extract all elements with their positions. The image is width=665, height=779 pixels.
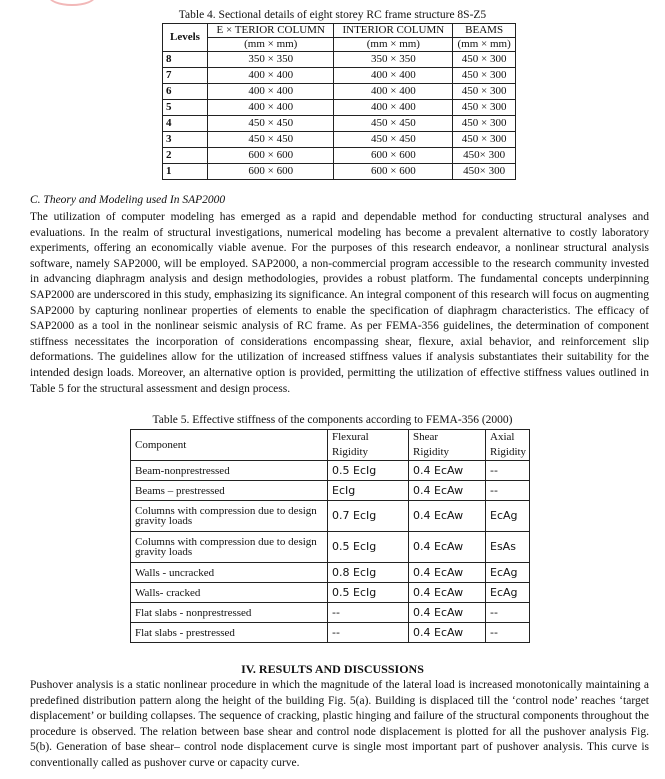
cell-shear: 0.4 EcAw	[409, 583, 486, 603]
cell-axial: EsAs	[486, 532, 530, 563]
cell-beam: 450 × 300	[453, 68, 516, 84]
logo-fragment	[48, 0, 96, 6]
cell-int: 450 × 450	[334, 116, 453, 132]
cell-axial: EcAg	[486, 583, 530, 603]
cell-int: 600 × 600	[334, 164, 453, 180]
cell-comp: Flat slabs - prestressed	[131, 623, 328, 643]
cell-level: 5	[163, 100, 208, 116]
table-row	[163, 84, 516, 100]
cell-level: 2	[163, 148, 208, 164]
cell-flex: --	[328, 623, 409, 643]
cell-flex: --	[328, 603, 409, 623]
table-row	[163, 52, 516, 68]
cell-axial: --	[486, 603, 530, 623]
cell-flex: 0.5 EcIg	[328, 461, 409, 481]
cell-shear: 0.4 EcAw	[409, 461, 486, 481]
col-flexural: Flexural Rigidity	[328, 430, 409, 461]
section-c-heading: C. Theory and Modeling used In SAP2000	[30, 194, 226, 206]
table4	[162, 23, 516, 180]
cell-axial: --	[486, 461, 530, 481]
table-row	[131, 563, 530, 583]
cell-shear: 0.4 EcAw	[409, 532, 486, 563]
cell-ext: 400 × 400	[208, 84, 334, 100]
cell-shear: 0.4 EcAw	[409, 603, 486, 623]
cell-shear: 0.4 EcAw	[409, 481, 486, 501]
cell-flex: EcIg	[328, 481, 409, 501]
cell-comp: Beams – prestressed	[131, 481, 328, 501]
unit-beams: (mm × mm)	[453, 38, 516, 52]
cell-flex: 0.8 EcIg	[328, 563, 409, 583]
cell-axial: --	[486, 481, 530, 501]
cell-int: 450 × 450	[334, 132, 453, 148]
cell-shear: 0.4 EcAw	[409, 623, 486, 643]
cell-int: 400 × 400	[334, 84, 453, 100]
table-row	[163, 100, 516, 116]
cell-axial: EcAg	[486, 563, 530, 583]
table-row	[131, 583, 530, 603]
cell-beam: 450× 300	[453, 148, 516, 164]
col-shear: Shear Rigidity	[409, 430, 486, 461]
cell-flex: 0.5 EcIg	[328, 583, 409, 603]
cell-axial: --	[486, 623, 530, 643]
table5	[130, 429, 530, 643]
table-row	[131, 481, 530, 501]
cell-shear: 0.4 EcAw	[409, 563, 486, 583]
cell-comp: Flat slabs - nonprestressed	[131, 603, 328, 623]
col-axial: Axial Rigidity	[486, 430, 530, 461]
cell-ext: 350 × 350	[208, 52, 334, 68]
cell-int: 400 × 400	[334, 68, 453, 84]
table-row	[131, 461, 530, 481]
cell-comp: Columns with compression due to design gravity loads	[131, 501, 328, 532]
cell-int: 400 × 400	[334, 100, 453, 116]
cell-ext: 400 × 400	[208, 100, 334, 116]
cell-level: 8	[163, 52, 208, 68]
section-c-text: The utilization of computer modeling has emerged as a rapid and dependable method for conducting structural analyses and evaluations. In the realm of structural investigations, numerical modeling has become a prevalent alternative to costly laboratory experiments, offering an economically viable avenue. For the purposes of this research endeavor, a nonlinear structural analysis software, namely SAP2000, will be employed. SAP2000, a non-commercial program accessible to the research community invested in advancing diaphragm analysis and design methodologies, provides a robust platform. The fundamental concepts underpinning SAP2000 are underscored in this study, emphasizing its significance. An integral component of this research will focus on augmenting SAP2000 by capturing nonlinear properties of elements to enable the specification of diaphragm characteristics. The efficacy of SAP2000 as a tool in the nonlinear seismic analysis of RC frame. As per FEMA-356 guidelines, the determination of component stiffness necessitates the incorporation of considerations encompassing shear, flexure, axial behavior, and reinforcement slip deformations. The guidelines allow for the utilization of increased stiffness values if analysis substantiates their suitability for the intended design loads. Moreover, an alternative option is provided, permitting the utilization of effective stiffness values outlined in Table 5 for the structural assessment and design process.	[30, 211, 649, 395]
col-beams: BEAMS	[453, 24, 516, 38]
cell-comp: Beam-nonprestressed	[131, 461, 328, 481]
table-row	[163, 68, 516, 84]
col-levels: Levels	[163, 24, 208, 52]
cell-shear: 0.4 EcAw	[409, 501, 486, 532]
cell-beam: 450 × 300	[453, 84, 516, 100]
table4-caption: Table 4. Sectional details of eight storey RC frame structure 8S-Z5	[178, 9, 487, 21]
cell-beam: 450 × 300	[453, 116, 516, 132]
table-row	[163, 132, 516, 148]
cell-axial: EcAg	[486, 501, 530, 532]
table-row	[163, 148, 516, 164]
cell-beam: 450 × 300	[453, 132, 516, 148]
section-iv-heading: IV. RESULTS AND DISCUSSIONS	[241, 662, 424, 676]
cell-beam: 450× 300	[453, 164, 516, 180]
cell-beam: 450 × 300	[453, 100, 516, 116]
col-interior: INTERIOR COLUMN	[334, 24, 453, 38]
cell-level: 4	[163, 116, 208, 132]
table-row	[131, 623, 530, 643]
cell-comp: Walls - uncracked	[131, 563, 328, 583]
cell-ext: 600 × 600	[208, 164, 334, 180]
table-row	[163, 164, 516, 180]
unit-exterior: (mm × mm)	[208, 38, 334, 52]
cell-ext: 450 × 450	[208, 132, 334, 148]
cell-int: 350 × 350	[334, 52, 453, 68]
unit-interior: (mm × mm)	[334, 38, 453, 52]
table-row	[131, 532, 530, 563]
cell-level: 1	[163, 164, 208, 180]
table-row	[131, 603, 530, 623]
cell-int: 600 × 600	[334, 148, 453, 164]
col-exterior: E × TERIOR COLUMN	[208, 24, 334, 38]
cell-comp: Walls- cracked	[131, 583, 328, 603]
cell-ext: 450 × 450	[208, 116, 334, 132]
cell-ext: 400 × 400	[208, 68, 334, 84]
cell-level: 3	[163, 132, 208, 148]
section-iv-text: Pushover analysis is a static nonlinear procedure in which the magnitude of the lateral load is increased monotonically maintaining a predefined distribution pattern along the height of the building Fig. 5(a). Building is displaced till the ‘control node’ reaches ‘target displacement’ or building collapses. The sequence of cracking, plastic hinging and failure of the structural components throughout the procedure is observed. The relation between base shear and control node displacement is plotted for all the pushover analysis Fig. 5(b). Generation of base shear– control node displacement curve is single most important part of pushover analysis. This curve is conventionally called as pushover curve or capacity curve.	[30, 679, 649, 769]
cell-level: 6	[163, 84, 208, 100]
cell-comp: Columns with compression due to design gravity loads	[131, 532, 328, 563]
cell-level: 7	[163, 68, 208, 84]
table-row	[163, 116, 516, 132]
table-row	[131, 501, 530, 532]
cell-ext: 600 × 600	[208, 148, 334, 164]
cell-beam: 450 × 300	[453, 52, 516, 68]
table5-caption: Table 5. Effective stiffness of the components according to FEMA-356 (2000)	[152, 414, 513, 426]
cell-flex: 0.5 EcIg	[328, 532, 409, 563]
col-component: Component	[131, 430, 328, 461]
cell-flex: 0.7 EcIg	[328, 501, 409, 532]
